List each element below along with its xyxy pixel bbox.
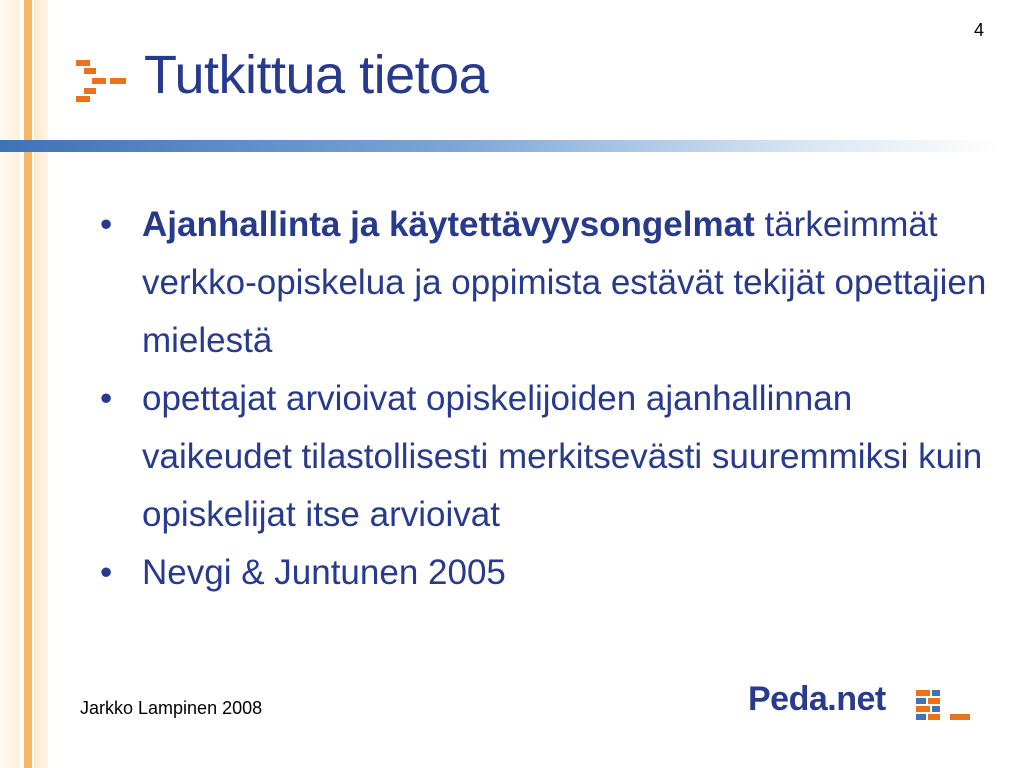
slide-title: Tutkittua tietoa: [144, 45, 489, 105]
bullet-text: tärkeimmät verkko-opiskelua ja oppimista estävät tekijät opettajien mielestä: [142, 205, 987, 360]
bullet-text: opettajat arvioivat opiskelijoiden ajanhallinnan vaikeudet tilastollisesti merkitsevästi suuremmiksi kuin opiskelijat itse arvioivat: [142, 379, 983, 534]
orange-arrow-blocks-icon: [76, 60, 126, 102]
footer-author: Jarkko Lampinen 2008: [80, 698, 263, 718]
brand-wordmark: Peda.net: [748, 680, 886, 718]
bullet-text: Nevgi & Juntunen 2005: [142, 553, 506, 592]
bullet-dot: •: [100, 553, 113, 592]
bullet-item: [96, 370, 996, 544]
left-stripe-orange: [24, 0, 32, 768]
title-underline-rule: [0, 140, 1000, 152]
slide-number: 4: [973, 20, 984, 40]
bullet-item: [96, 544, 996, 602]
bullet-dot: •: [100, 205, 113, 244]
left-stripe-fade: [34, 0, 48, 768]
bullet-list: [96, 196, 996, 602]
bullet-dot: •: [100, 379, 113, 418]
bullet-bold-text: Ajanhallinta ja käytettävyysongelmat: [142, 205, 755, 244]
left-stripe-light: [0, 0, 20, 768]
peda-net-blocks-icon: [916, 690, 970, 720]
bullet-item: [96, 196, 996, 370]
